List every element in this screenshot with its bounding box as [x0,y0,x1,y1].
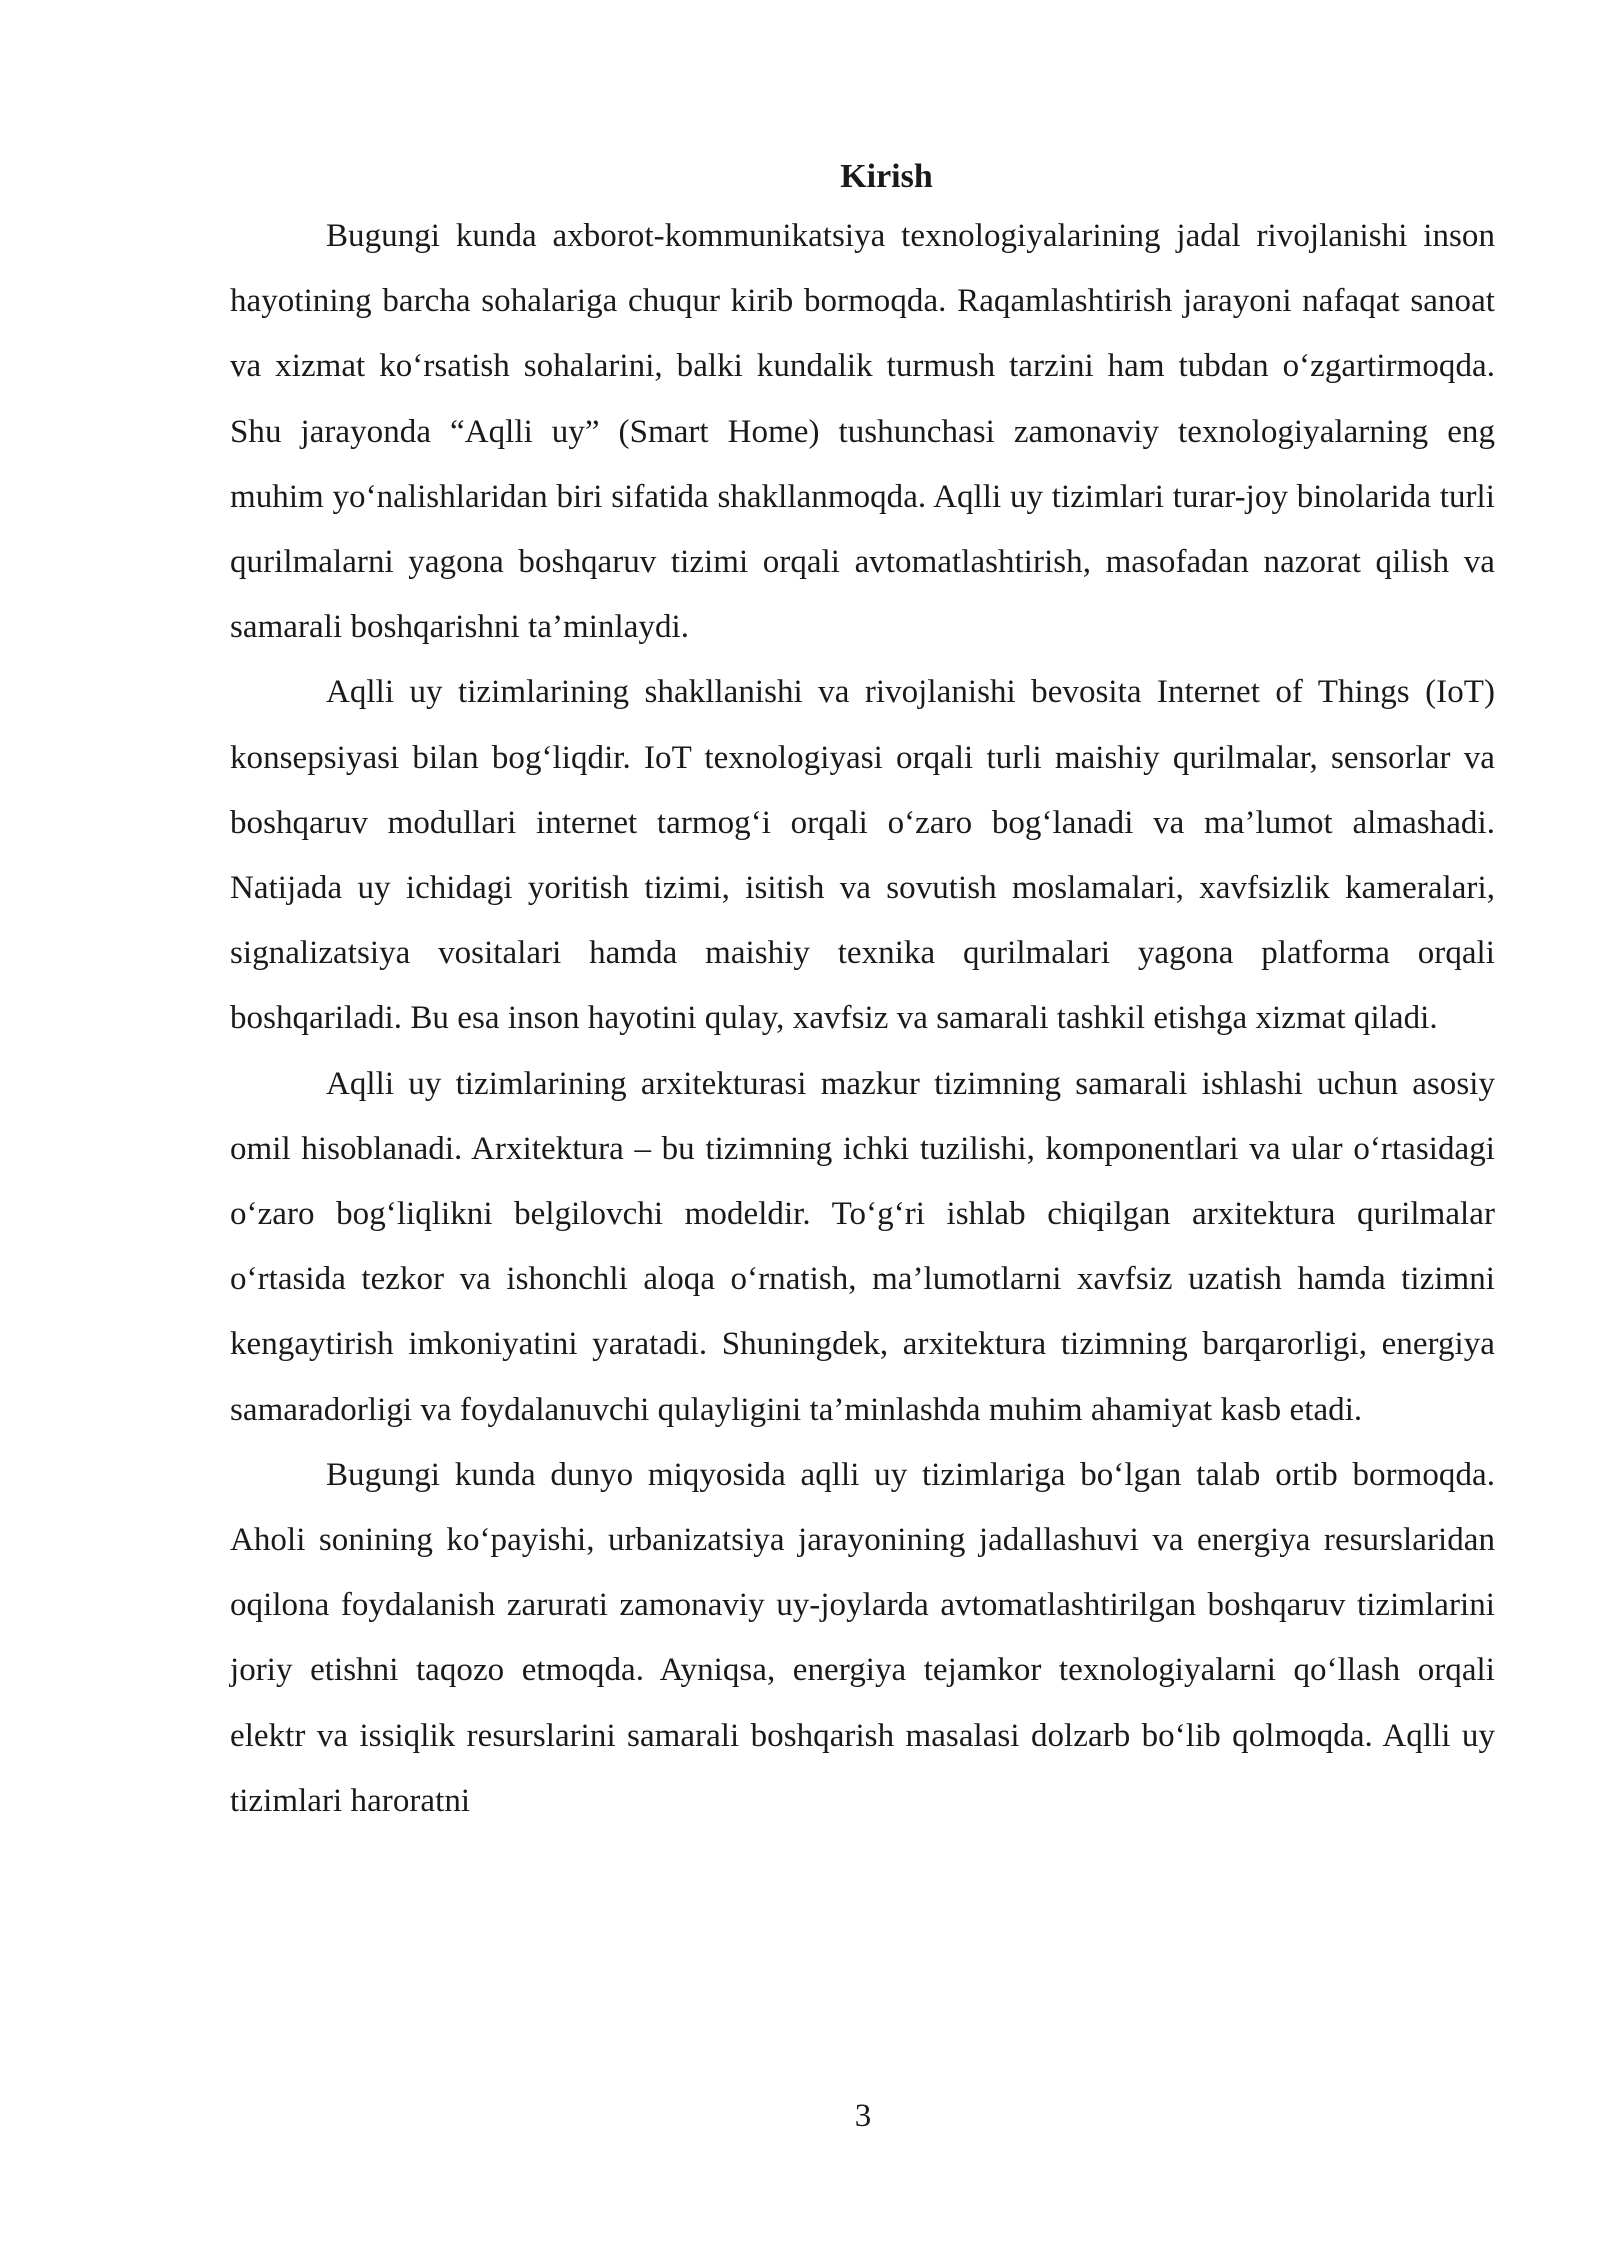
paragraph-1: Bugungi kunda axborot-kommunikatsiya texnologiyalarining jadal rivojlanishi inson hayotining barcha sohalariga chuqur kirib bormoqda. Raqamlashtirish jarayoni nafaqat sanoat va xizmat ko‘rsatish sohalarini, balki kundalik turmush tarzini ham tubdan o‘zgartirmoqda. Shu jarayonda “Aqlli uy” (Smart Home) tushunchasi zamonaviy texnologiyalarning eng muhim yo‘nalishlaridan biri sifatida shakllanmoqda. Aqlli uy tizimlari turar-joy binolarida turli qurilmalarni yagona boshqaruv tizimi orqali avtomatlashtirish, masofadan nazorat qilish va samarali boshqarishni ta’minlaydi. [230,218,1495,646]
page-number: 3 [854,2098,872,2134]
paragraph-3: Aqlli uy tizimlarining arxitekturasi mazkur tizimning samarali ishlashi uchun asosiy omil hisoblanadi. Arxitektura – bu tizimning ichki tuzilishi, komponentlari va ular o‘rtasidagi o‘zaro bog‘liqlikni belgilovchi modeldir. To‘g‘ri ishlab chiqilgan arxitektura qurilmalar o‘rtasida tezkor va ishonchli aloqa o‘rnatish, ma’lumotlarni xavfsiz uzatish hamda tizimni kengaytirish imkoniyatini yaratadi. Shuningdek, arxitektura tizimning barqarorligi, energiya samaradorligi va foydalanuvchi qulayligini ta’minlashda muhim ahamiyat kasb etadi. [230,1065,1495,1428]
section-heading: Kirish [840,158,933,195]
paragraph-2: Aqlli uy tizimlarining shakllanishi va rivojlanishi bevosita Internet of Things (IoT) konsepsiyasi bilan bog‘liqdir. IoT texnologiyasi orqali turli maishiy qurilmalar, sensorlar va boshqaruv modullari internet tarmog‘i orqali o‘zaro bog‘lanadi va ma’lumot almashadi. Natijada uy ichidagi yoritish tizimi, isitish va sovutish moslamalari, xavfsizlik kameralari, signalizatsiya vositalari hamda maishiy texnika qurilmalari yagona platforma orqali boshqariladi. Bu esa inson hayotini qulay, xavfsiz va samarali tashkil etishga xizmat qiladi. [230,674,1495,1037]
page-content [230,150,1495,1834]
paragraph-4: Bugungi kunda dunyo miqyosida aqlli uy tizimlariga bo‘lgan talab ortib bormoqda. Aholi sonining ko‘payishi, urbanizatsiya jarayonining jadallashuvi va energiya resurslaridan oqilona foydalanish zarurati zamonaviy uy-joylarda avtomatlashtirilgan boshqaruv tizimlarini joriy etishni taqozo etmoqda. Ayniqsa, energiya tejamkor texnologiyalarni qo‘llash orqali elektr va issiqlik resurslarini samarali boshqarish masalasi dolzarb bo‘lib qolmoqda. Aqlli uy tizimlari haroratni [230,1456,1495,1819]
